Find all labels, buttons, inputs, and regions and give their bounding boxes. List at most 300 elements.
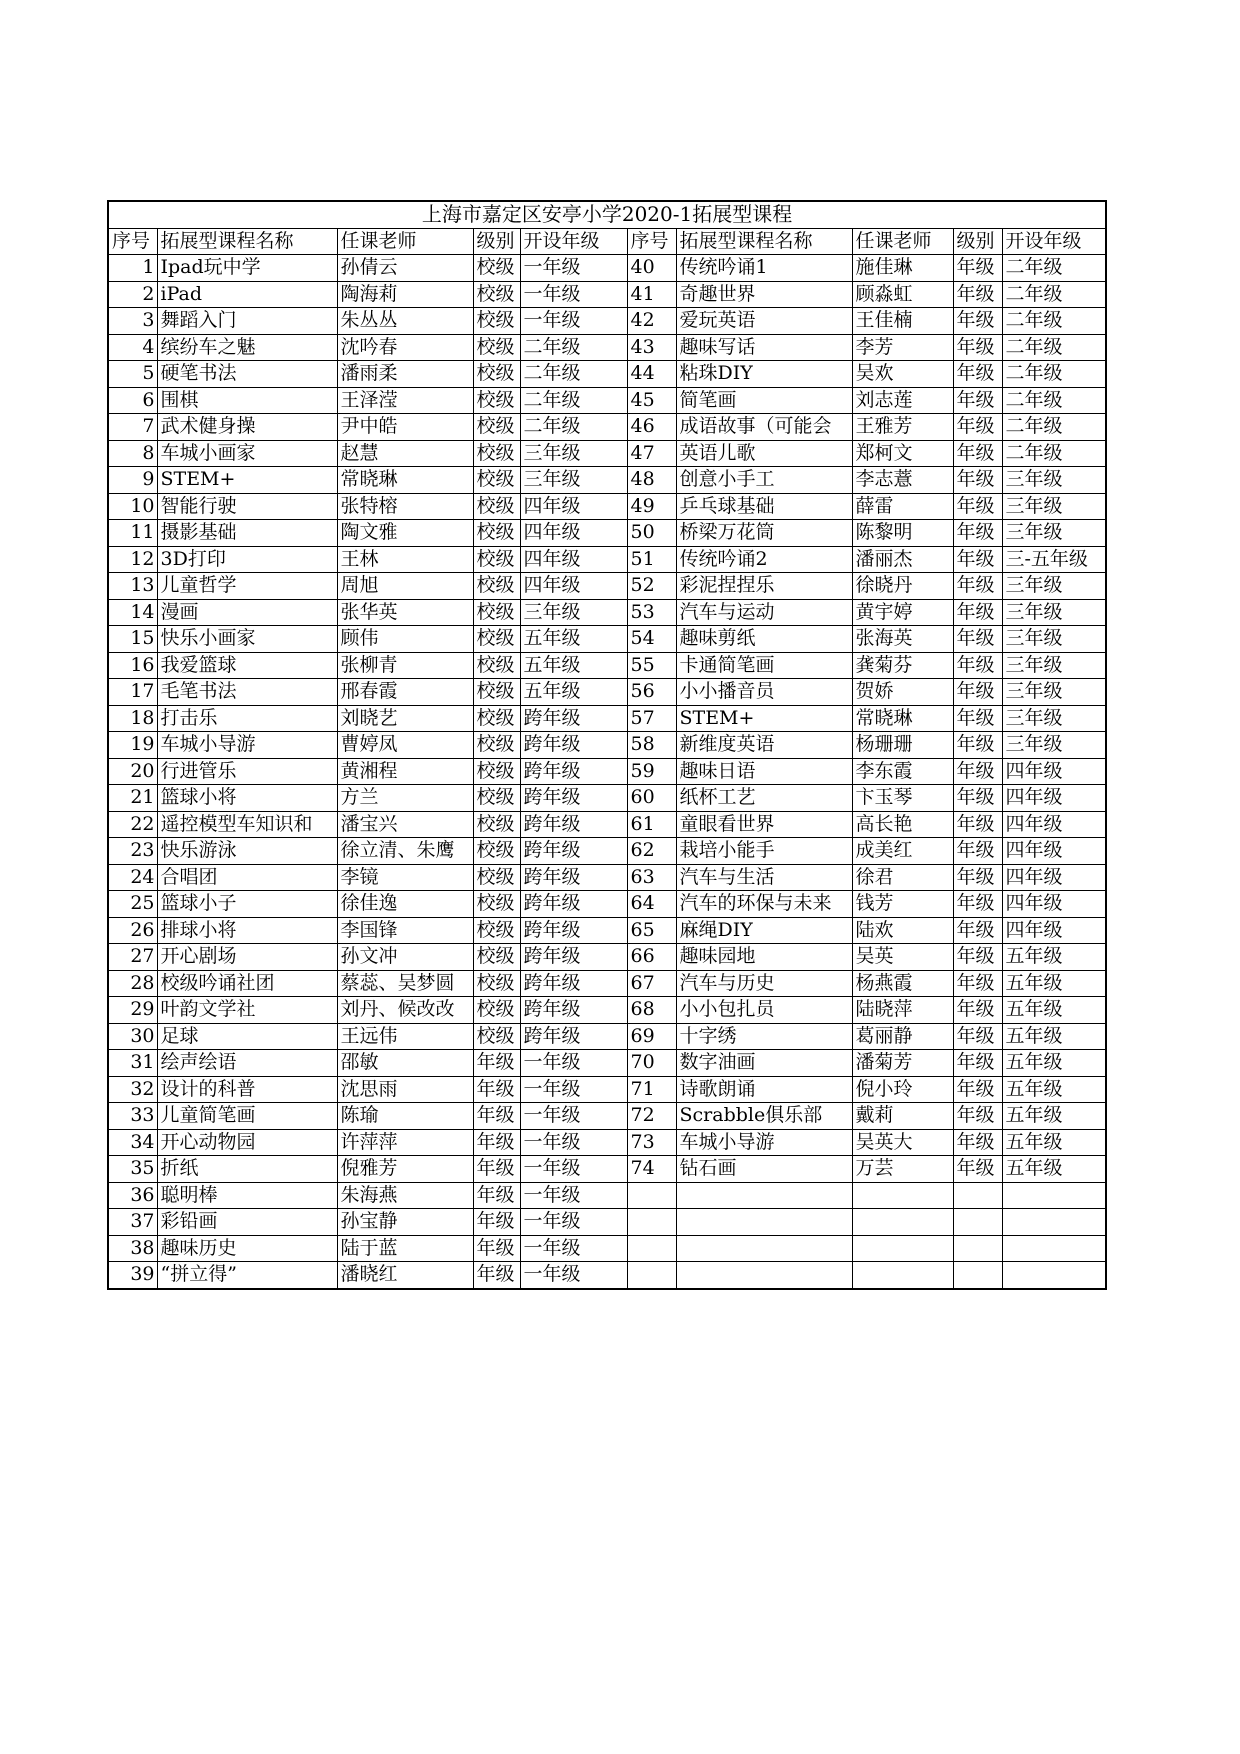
course-name-cell: 遥控模型车知识和 (157, 811, 337, 838)
grade-cell: 二年级 (1002, 414, 1106, 441)
grade-cell: 五年级 (1002, 1129, 1106, 1156)
teacher-cell: 卞玉琴 (852, 785, 953, 812)
course-name-cell: 乒乓球基础 (676, 493, 852, 520)
course-name-cell: 钻石画 (676, 1156, 852, 1183)
level-cell: 校级 (473, 520, 520, 547)
level-cell: 校级 (473, 1023, 520, 1050)
level-cell: 校级 (473, 917, 520, 944)
course-name-cell: 诗歌朗诵 (676, 1076, 852, 1103)
table-row (108, 387, 1106, 414)
index-cell: 2 (108, 281, 157, 308)
level-cell: 年级 (473, 1050, 520, 1077)
level-cell: 年级 (953, 891, 1002, 918)
index-cell: 74 (627, 1156, 676, 1183)
header-cell: 开设年级 (520, 228, 627, 255)
grade-cell: 四年级 (1002, 891, 1106, 918)
index-cell: 42 (627, 308, 676, 335)
course-name-cell: 小小播音员 (676, 679, 852, 706)
index-cell (627, 1209, 676, 1236)
table-title: 上海市嘉定区安亭小学2020-1拓展型课程 (108, 201, 1106, 228)
level-cell: 校级 (473, 732, 520, 759)
course-name-cell: 硬笔书法 (157, 361, 337, 388)
grade-cell: 跨年级 (520, 758, 627, 785)
teacher-cell: 张柳青 (337, 652, 473, 679)
teacher-cell: 黄湘程 (337, 758, 473, 785)
course-name-cell: 车城小导游 (157, 732, 337, 759)
index-cell: 50 (627, 520, 676, 547)
teacher-cell: 陈黎明 (852, 520, 953, 547)
level-cell: 年级 (953, 1156, 1002, 1183)
grade-cell: 二年级 (520, 334, 627, 361)
header-cell: 拓展型课程名称 (676, 228, 852, 255)
grade-cell: 三-五年级 (1002, 546, 1106, 573)
teacher-cell: 张特榕 (337, 493, 473, 520)
index-cell: 18 (108, 705, 157, 732)
course-name-cell: 新维度英语 (676, 732, 852, 759)
course-name-cell: 儿童简笔画 (157, 1103, 337, 1130)
index-cell: 30 (108, 1023, 157, 1050)
index-cell: 46 (627, 414, 676, 441)
index-cell: 19 (108, 732, 157, 759)
grade-cell: 二年级 (520, 414, 627, 441)
index-cell: 38 (108, 1235, 157, 1262)
level-cell: 年级 (953, 599, 1002, 626)
teacher-cell: 钱芳 (852, 891, 953, 918)
index-cell: 26 (108, 917, 157, 944)
course-name-cell: STEM+ (157, 467, 337, 494)
teacher-cell: 陶文雅 (337, 520, 473, 547)
table-row (108, 997, 1106, 1024)
level-cell: 校级 (473, 440, 520, 467)
table-row (108, 679, 1106, 706)
level-cell: 年级 (953, 917, 1002, 944)
level-cell: 校级 (473, 493, 520, 520)
teacher-cell: 倪小玲 (852, 1076, 953, 1103)
course-name-cell: “拼立得” (157, 1262, 337, 1289)
table-row (108, 705, 1106, 732)
level-cell: 年级 (473, 1156, 520, 1183)
teacher-cell: 张华英 (337, 599, 473, 626)
level-cell: 年级 (953, 838, 1002, 865)
level-cell: 年级 (473, 1103, 520, 1130)
level-cell: 年级 (473, 1262, 520, 1289)
course-name-cell: 漫画 (157, 599, 337, 626)
level-cell: 年级 (953, 758, 1002, 785)
index-cell: 13 (108, 573, 157, 600)
grade-cell: 三年级 (1002, 626, 1106, 653)
table-row (108, 308, 1106, 335)
grade-cell: 二年级 (1002, 255, 1106, 282)
grade-cell: 五年级 (520, 626, 627, 653)
table-row (108, 1023, 1106, 1050)
level-cell: 校级 (473, 785, 520, 812)
teacher-cell: 潘晓红 (337, 1262, 473, 1289)
index-cell: 47 (627, 440, 676, 467)
course-name-cell: 打击乐 (157, 705, 337, 732)
level-cell (953, 1209, 1002, 1236)
grade-cell: 一年级 (520, 1103, 627, 1130)
course-name-cell: 儿童哲学 (157, 573, 337, 600)
table-row (108, 467, 1106, 494)
course-name-cell: 栽培小能手 (676, 838, 852, 865)
level-cell: 年级 (953, 1050, 1002, 1077)
teacher-cell: 潘雨柔 (337, 361, 473, 388)
index-cell: 10 (108, 493, 157, 520)
index-cell: 55 (627, 652, 676, 679)
index-cell: 3 (108, 308, 157, 335)
teacher-cell: 王远伟 (337, 1023, 473, 1050)
grade-cell: 一年级 (520, 1050, 627, 1077)
table-row (108, 414, 1106, 441)
index-cell: 62 (627, 838, 676, 865)
index-cell: 69 (627, 1023, 676, 1050)
teacher-cell (852, 1235, 953, 1262)
teacher-cell: 尹中皓 (337, 414, 473, 441)
course-name-cell (676, 1235, 852, 1262)
index-cell: 52 (627, 573, 676, 600)
course-name-cell: 开心动物园 (157, 1129, 337, 1156)
index-cell: 64 (627, 891, 676, 918)
level-cell: 校级 (473, 944, 520, 971)
grade-cell: 跨年级 (520, 705, 627, 732)
level-cell: 年级 (953, 944, 1002, 971)
teacher-cell: 沈思雨 (337, 1076, 473, 1103)
grade-cell: 一年级 (520, 255, 627, 282)
course-name-cell: 篮球小将 (157, 785, 337, 812)
grade-cell: 二年级 (1002, 281, 1106, 308)
table-row (108, 546, 1106, 573)
level-cell: 年级 (953, 1103, 1002, 1130)
teacher-cell: 吴英大 (852, 1129, 953, 1156)
table-row (108, 917, 1106, 944)
teacher-cell: 陶海莉 (337, 281, 473, 308)
index-cell (627, 1182, 676, 1209)
table-row (108, 1129, 1106, 1156)
index-cell: 41 (627, 281, 676, 308)
index-cell: 15 (108, 626, 157, 653)
course-name-cell: 汽车与生活 (676, 864, 852, 891)
teacher-cell: 张海英 (852, 626, 953, 653)
grade-cell: 一年级 (520, 1235, 627, 1262)
level-cell: 校级 (473, 361, 520, 388)
teacher-cell (852, 1209, 953, 1236)
header-row (108, 228, 1106, 255)
table-row (108, 1076, 1106, 1103)
level-cell: 校级 (473, 308, 520, 335)
table-row (108, 1156, 1106, 1183)
table-row (108, 520, 1106, 547)
index-cell: 65 (627, 917, 676, 944)
index-cell: 1 (108, 255, 157, 282)
grade-cell: 四年级 (1002, 785, 1106, 812)
index-cell: 70 (627, 1050, 676, 1077)
index-cell: 16 (108, 652, 157, 679)
teacher-cell: 许萍萍 (337, 1129, 473, 1156)
grade-cell: 跨年级 (520, 732, 627, 759)
teacher-cell: 贺娇 (852, 679, 953, 706)
index-cell: 14 (108, 599, 157, 626)
grade-cell: 五年级 (520, 652, 627, 679)
index-cell: 58 (627, 732, 676, 759)
table-row (108, 626, 1106, 653)
grade-cell: 三年级 (1002, 652, 1106, 679)
index-cell: 72 (627, 1103, 676, 1130)
teacher-cell: 邵敏 (337, 1050, 473, 1077)
grade-cell: 二年级 (1002, 308, 1106, 335)
level-cell: 年级 (953, 387, 1002, 414)
header-cell: 级别 (953, 228, 1002, 255)
teacher-cell: 李志薏 (852, 467, 953, 494)
level-cell: 校级 (473, 546, 520, 573)
grade-cell: 跨年级 (520, 917, 627, 944)
table-row (108, 1050, 1106, 1077)
index-cell: 22 (108, 811, 157, 838)
table-row (108, 838, 1106, 865)
course-name-cell: 足球 (157, 1023, 337, 1050)
teacher-cell: 孙宝静 (337, 1209, 473, 1236)
course-name-cell: 趣味日语 (676, 758, 852, 785)
grade-cell: 二年级 (1002, 387, 1106, 414)
index-cell: 33 (108, 1103, 157, 1130)
index-cell: 25 (108, 891, 157, 918)
index-cell: 17 (108, 679, 157, 706)
teacher-cell: 刘晓艺 (337, 705, 473, 732)
teacher-cell: 潘丽杰 (852, 546, 953, 573)
course-name-cell: 麻绳DIY (676, 917, 852, 944)
level-cell: 校级 (473, 997, 520, 1024)
index-cell (627, 1262, 676, 1289)
grade-cell: 二年级 (1002, 361, 1106, 388)
index-cell: 51 (627, 546, 676, 573)
course-name-cell: 车城小导游 (676, 1129, 852, 1156)
teacher-cell: 徐晓丹 (852, 573, 953, 600)
course-name-cell: 3D打印 (157, 546, 337, 573)
index-cell: 71 (627, 1076, 676, 1103)
teacher-cell: 王林 (337, 546, 473, 573)
teacher-cell: 龚菊芬 (852, 652, 953, 679)
level-cell: 年级 (953, 467, 1002, 494)
level-cell: 年级 (953, 308, 1002, 335)
index-cell: 29 (108, 997, 157, 1024)
table-row (108, 864, 1106, 891)
teacher-cell: 陆晓萍 (852, 997, 953, 1024)
level-cell: 年级 (953, 732, 1002, 759)
table-row (108, 255, 1106, 282)
index-cell: 54 (627, 626, 676, 653)
grade-cell: 一年级 (520, 308, 627, 335)
grade-cell: 五年级 (520, 679, 627, 706)
course-name-cell: 武术健身操 (157, 414, 337, 441)
index-cell: 24 (108, 864, 157, 891)
table-row (108, 891, 1106, 918)
table-row (108, 573, 1106, 600)
index-cell: 59 (627, 758, 676, 785)
level-cell: 年级 (953, 255, 1002, 282)
course-name-cell: 篮球小子 (157, 891, 337, 918)
course-name-cell: iPad (157, 281, 337, 308)
course-name-cell: 合唱团 (157, 864, 337, 891)
teacher-cell: 李东霞 (852, 758, 953, 785)
table-row (108, 652, 1106, 679)
course-name-cell: 我爱篮球 (157, 652, 337, 679)
header-cell: 开设年级 (1002, 228, 1106, 255)
index-cell: 66 (627, 944, 676, 971)
teacher-cell: 常晓琳 (337, 467, 473, 494)
level-cell: 年级 (473, 1076, 520, 1103)
course-name-cell: 纸杯工艺 (676, 785, 852, 812)
teacher-cell: 王泽滢 (337, 387, 473, 414)
table-row (108, 361, 1106, 388)
course-name-cell: 传统吟诵1 (676, 255, 852, 282)
index-cell: 45 (627, 387, 676, 414)
index-cell: 21 (108, 785, 157, 812)
grade-cell: 四年级 (520, 546, 627, 573)
grade-cell: 跨年级 (520, 838, 627, 865)
teacher-cell (852, 1262, 953, 1289)
course-name-cell: 趣味历史 (157, 1235, 337, 1262)
teacher-cell: 徐立清、朱鹰 (337, 838, 473, 865)
index-cell: 61 (627, 811, 676, 838)
teacher-cell: 杨珊珊 (852, 732, 953, 759)
grade-cell: 三年级 (1002, 573, 1106, 600)
course-name-cell: Scrabble俱乐部 (676, 1103, 852, 1130)
grade-cell: 三年级 (1002, 599, 1106, 626)
level-cell: 校级 (473, 573, 520, 600)
table-row (108, 944, 1106, 971)
level-cell: 校级 (473, 679, 520, 706)
table-row (108, 1262, 1106, 1289)
course-name-cell: 彩泥捏捏乐 (676, 573, 852, 600)
grade-cell: 二年级 (520, 361, 627, 388)
grade-cell: 跨年级 (520, 785, 627, 812)
grade-cell: 四年级 (520, 520, 627, 547)
teacher-cell: 戴莉 (852, 1103, 953, 1130)
grade-cell (1002, 1182, 1106, 1209)
table-row (108, 785, 1106, 812)
course-name-cell: 创意小手工 (676, 467, 852, 494)
grade-cell: 四年级 (520, 493, 627, 520)
level-cell: 年级 (473, 1235, 520, 1262)
table-row (108, 334, 1106, 361)
index-cell: 8 (108, 440, 157, 467)
index-cell: 6 (108, 387, 157, 414)
level-cell: 年级 (953, 1023, 1002, 1050)
course-name-cell: 舞蹈入门 (157, 308, 337, 335)
level-cell: 年级 (473, 1209, 520, 1236)
header-cell: 拓展型课程名称 (157, 228, 337, 255)
table-row (108, 493, 1106, 520)
grade-cell: 跨年级 (520, 1023, 627, 1050)
index-cell: 11 (108, 520, 157, 547)
teacher-cell: 陈瑜 (337, 1103, 473, 1130)
level-cell: 校级 (473, 599, 520, 626)
grade-cell: 三年级 (520, 599, 627, 626)
index-cell: 67 (627, 970, 676, 997)
table-row (108, 758, 1106, 785)
level-cell: 年级 (953, 440, 1002, 467)
course-name-cell: 排球小将 (157, 917, 337, 944)
teacher-cell: 吴欢 (852, 361, 953, 388)
table-row (108, 1209, 1106, 1236)
grade-cell: 五年级 (1002, 1103, 1106, 1130)
level-cell: 年级 (953, 334, 1002, 361)
grade-cell: 五年级 (1002, 1156, 1106, 1183)
course-name-cell: 快乐小画家 (157, 626, 337, 653)
grade-cell: 一年级 (520, 281, 627, 308)
level-cell: 校级 (473, 970, 520, 997)
grade-cell: 三年级 (1002, 705, 1106, 732)
grade-cell (1002, 1235, 1106, 1262)
table-row (108, 732, 1106, 759)
index-cell (627, 1235, 676, 1262)
level-cell: 年级 (953, 785, 1002, 812)
level-cell: 年级 (953, 997, 1002, 1024)
table-row (108, 599, 1106, 626)
grade-cell: 二年级 (1002, 440, 1106, 467)
grade-cell (1002, 1262, 1106, 1289)
teacher-cell: 郑柯文 (852, 440, 953, 467)
course-name-cell: 数字油画 (676, 1050, 852, 1077)
course-table (107, 200, 1107, 1290)
index-cell: 43 (627, 334, 676, 361)
teacher-cell: 黄宇婷 (852, 599, 953, 626)
grade-cell: 跨年级 (520, 970, 627, 997)
course-sheet (107, 200, 1107, 1290)
index-cell: 5 (108, 361, 157, 388)
index-cell: 63 (627, 864, 676, 891)
teacher-cell: 薛雷 (852, 493, 953, 520)
index-cell: 40 (627, 255, 676, 282)
grade-cell: 五年级 (1002, 944, 1106, 971)
level-cell: 年级 (953, 864, 1002, 891)
grade-cell (1002, 1209, 1106, 1236)
teacher-cell: 徐君 (852, 864, 953, 891)
level-cell (953, 1182, 1002, 1209)
teacher-cell: 王佳楠 (852, 308, 953, 335)
index-cell: 7 (108, 414, 157, 441)
grade-cell: 四年级 (1002, 917, 1106, 944)
course-name-cell: 毛笔书法 (157, 679, 337, 706)
grade-cell: 五年级 (1002, 1076, 1106, 1103)
header-cell: 级别 (473, 228, 520, 255)
course-name-cell: 快乐游泳 (157, 838, 337, 865)
index-cell: 60 (627, 785, 676, 812)
header-cell: 任课老师 (337, 228, 473, 255)
grade-cell: 三年级 (1002, 467, 1106, 494)
level-cell: 年级 (953, 520, 1002, 547)
course-name-cell (676, 1262, 852, 1289)
teacher-cell: 潘菊芳 (852, 1050, 953, 1077)
course-name-cell (676, 1209, 852, 1236)
course-name-cell: 校级吟诵社团 (157, 970, 337, 997)
table-row (108, 1103, 1106, 1130)
teacher-cell: 陆欢 (852, 917, 953, 944)
course-name-cell: 英语儿歌 (676, 440, 852, 467)
grade-cell: 四年级 (520, 573, 627, 600)
grade-cell: 三年级 (520, 440, 627, 467)
index-cell: 36 (108, 1182, 157, 1209)
index-cell: 39 (108, 1262, 157, 1289)
level-cell: 校级 (473, 652, 520, 679)
course-name-cell: 叶韵文学社 (157, 997, 337, 1024)
teacher-cell: 孙文冲 (337, 944, 473, 971)
grade-cell: 一年级 (520, 1209, 627, 1236)
level-cell: 年级 (953, 281, 1002, 308)
course-name-cell: 汽车与运动 (676, 599, 852, 626)
level-cell: 年级 (953, 626, 1002, 653)
level-cell (953, 1262, 1002, 1289)
level-cell: 校级 (473, 864, 520, 891)
